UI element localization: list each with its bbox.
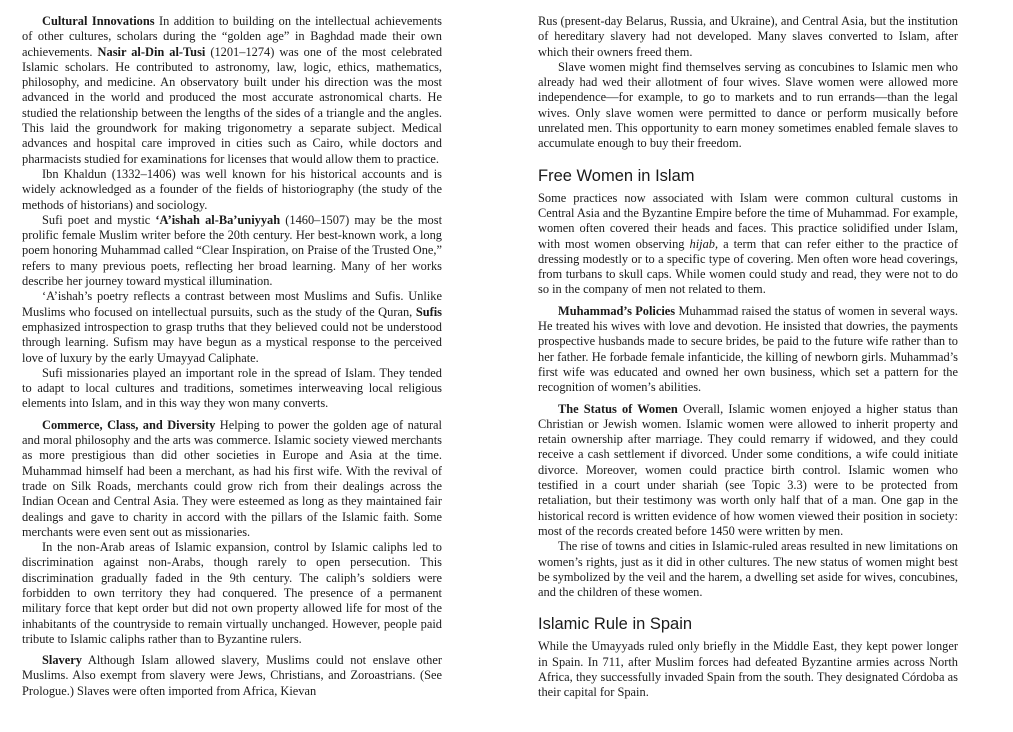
- bold-term: Nasir al-Din al-Tusi: [97, 44, 206, 59]
- section-heading-free-women: Free Women in Islam: [538, 166, 695, 185]
- paragraph-commerce: Commerce, Class, and Diversity Helping to power the golden age of natural and moral philosophy and the arts was commerce. Islamic society viewed merchants as more prestigious than did other societies in Europe and Asia at the time. Muhammad himself had been a merchant, as had his first wife. With the revival of trade on Silk Roads, merchants could grow rich from their dealings across the Indian Ocean and Central Asia. They were esteemed as long as they maintained fair dealings and gave to charity in accord with the pillars of the Islamic faith. Some merchants were even sent out as missionaries.: [22, 417, 442, 539]
- run-in-heading: Commerce, Class, and Diversity: [42, 417, 216, 432]
- run-in-heading: The Status of Women: [558, 401, 678, 416]
- run-in-heading: Slavery: [42, 653, 82, 668]
- paragraph-slave-women: Slave women might find themselves serving as concubines to Islamic men who already had wed their allotment of four wives. Slave women were allowed more independence—for example, to go to markets and to run errands—than the legal wives. Only slave women were permitted to dance or perform musically before unrelated men. This opportunity to earn money sometimes enabled female slaves to accumulate enough to buy their freedom.: [538, 59, 958, 151]
- paragraph-slavery: Slavery Although Islam allowed slavery, Muslims could not enslave other Muslims. Also exempt from slavery were Jews, Christians, and Zoroastrians. (See Prologue.) Slaves were often imported from Africa, Kievan: [22, 653, 442, 698]
- run-in-heading: Cultural Innovations: [42, 14, 155, 28]
- paragraph-slavery-continued: Rus (present-day Belarus, Russia, and Ukraine), and Central Asia, but the institution of hereditary slavery had not developed. Many slaves converted to Islam, after which their owners freed them.: [538, 14, 958, 59]
- italic-term: hijab,: [689, 236, 719, 251]
- paragraph-umayyads-spain: While the Umayyads ruled only briefly in the Middle East, they kept power longer in Spain. In 711, after Muslim forces had defeated Byzantine armies across North Africa, they successfully invaded Spain from the south. They designated Córdoba as their capital for Spain.: [538, 639, 958, 700]
- paragraph-sufi-missionaries: Sufi missionaries played an important role in the spread of Islam. They tended to adapt to local cultures and traditions, sometimes interweaving local religious elements into Islam, and in this way they won many converts.: [22, 365, 442, 411]
- run-in-heading: Muhammad’s Policies: [558, 303, 676, 318]
- right-column: [538, 14, 958, 701]
- paragraph-non-arab-areas: In the non-Arab areas of Islamic expansion, control by Islamic caliphs led to discrimination against non-Arabs, though rarely to open persecution. This discrimination gradually faded in the 9th century. The caliph’s soldiers were forbidden to own territory they had conquered. The presence of a permanent military force that kept order but did not own property allowed life for most of the inhabitants of the countryside to remain virtually unchanged. However, people paid tribute to Islamic caliphs rather than to Byzantine rulers.: [22, 540, 442, 646]
- paragraph-cultural-innovations: Cultural Innovations In addition to building on the intellectual achievements of other cultures, scholars during the “golden age” in Baghdad made their own achievements. Nasir al-Din al-Tusi (1201–1274) was one of the most celebrated Islamic scholars. He contributed to astronomy, law, logic, ethics, mathematics, philosophy, and medicine. An observatory built under his direction was the most advanced in the world and produced the most accurate astronomical charts. He studied the relationship between the lengths of the sides of a triangle and the angles. This laid the groundwork for making trigonometry a separate subject. Medical advances and hospital care improved in cities such as Cairo, while doctors and pharmacists studied for examinations for licenses that would allow them to practice.: [22, 14, 443, 166]
- section-heading-islamic-rule-spain: Islamic Rule in Spain: [538, 615, 693, 634]
- paragraph-aishah: Sufi poet and mystic ‘A’ishah al-Ba’uniyyah (1460–1507) may be the most prolific female Muslim writer before the 20th century. Her best-known work, a long poem honoring Muhammad called “Clear Inspiration, on Praise of the Trusted One,” refers to many previous poets, reflecting her broad learning. Many of her works describe her journey toward mystical illumination.: [22, 212, 443, 289]
- paragraph-status-of-women: The Status of Women Overall, Islamic women enjoyed a higher status than Christian or Jewish women. Islamic women were allowed to inherit property and retain ownership after marriage. They could remarry if widowed, and they could receive a cash settlement if divorced. Under some conditions, a wife could initiate divorce. Moreover, women could practice birth control. Islamic women who testified in a court under shariah (see Topic 3.3) were to be protected from retaliation, but their testimony was worth only half that of a man. One gap in the historical record is written evidence of how women viewed their position in society: most of the records created before 1450 were written by men.: [538, 401, 958, 538]
- paragraph-hijab: Some practices now associated with Islam were common cultural customs in Central Asia and the Byzantine Empire before the time of Muhammad. For example, women often covered their heads and faces. This practice solidified under Islam, with most women observing hijab, a term that can refer either to the practice of dressing modestly or to a specific type of covering. Men often wore head coverings, from turbans to skull caps. While women could study and read, they were not to do so in the company of men not related to them.: [538, 190, 958, 297]
- paragraph-towns-cities: The rise of towns and cities in Islamic-ruled areas resulted in new limitations on women’s rights, just as it did in other cultures. The new status of women might best be symbolized by the veil and the harem, a dwelling set aside for wives, concubines, and the children of these women.: [538, 539, 958, 600]
- paragraph-muhammads-policies: Muhammad’s Policies Muhammad raised the status of women in several ways. He treated his wives with love and devotion. He insisted that dowries, the payments prospective husbands made to secure brides, be paid to the future wife rather than to her father. He forbade female infanticide, the killing of newborn girls. Muhammad’s first wife was educated and owned her own business, which set a pattern for the recognition of women’s abilities.: [538, 303, 958, 395]
- paragraph-ibn-khaldun: Ibn Khaldun (1332–1406) was well known for his historical accounts and is widely acknowledged as a founder of the fields of historiography (the study of the methods of historians) and sociology.: [22, 166, 442, 212]
- paragraph-sufis: ‘A’ishah’s poetry reflects a contrast between most Muslims and Sufis. Unlike Muslims who focused on intellectual pursuits, such as the study of the Quran, Sufis emphasized introspection to grasp truths that they believed could not be understood through learning. Sufism may have begun as a mystical response to the perceived love of luxury by the early Umayyad Caliphate.: [22, 289, 442, 365]
- left-column: [22, 14, 442, 699]
- bold-term: Sufis: [415, 304, 442, 319]
- bold-term: ‘A’ishah al-Ba’uniyyah: [155, 212, 281, 227]
